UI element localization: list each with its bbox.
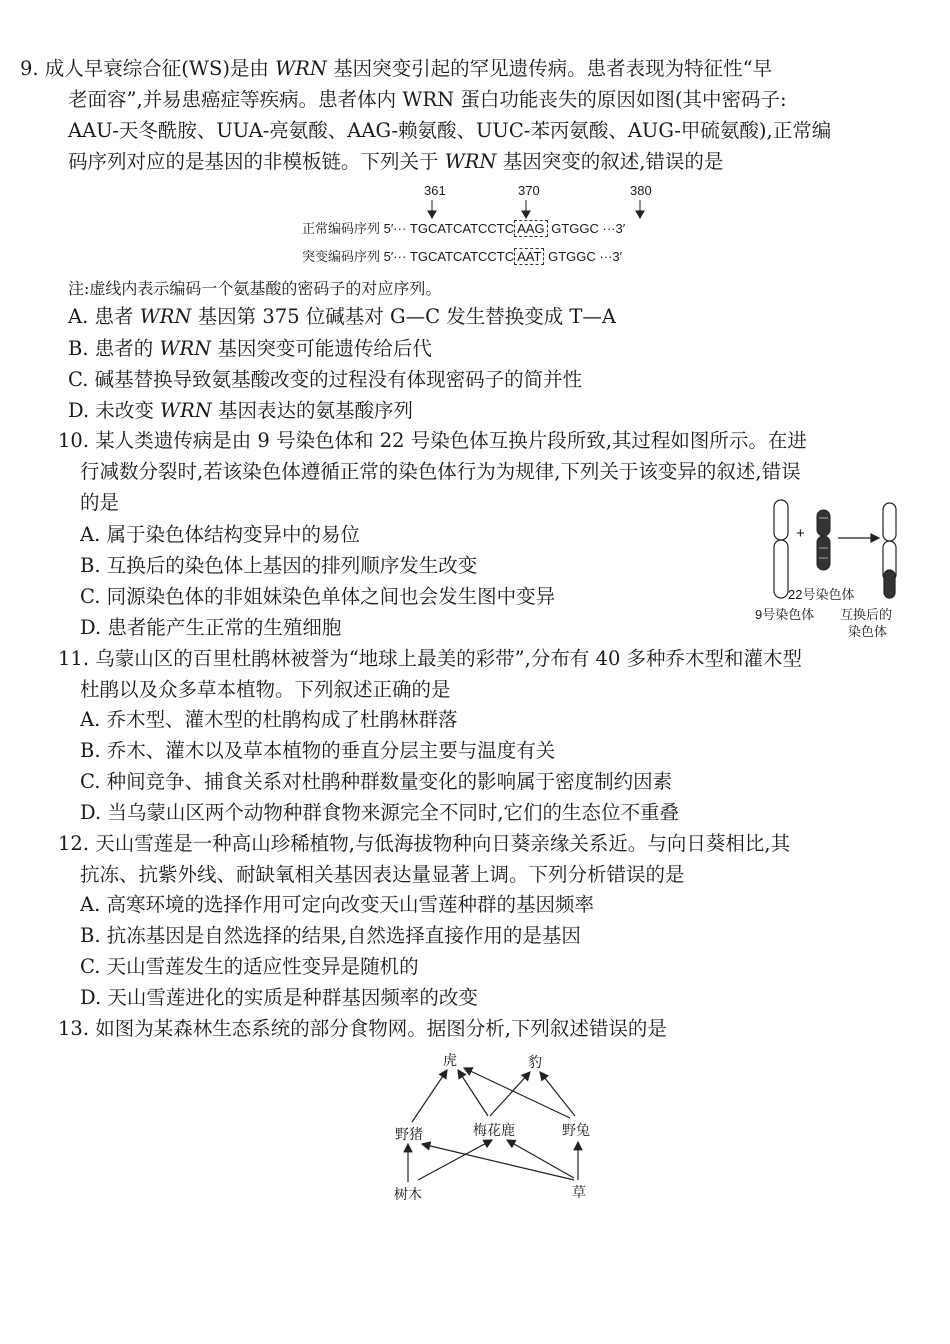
q10-stem-line2: 行减数分裂时,若该染色体遵循正常的染色体行为为规律,下列关于该变异的叙述,错误: [80, 460, 801, 483]
pos-370-label: 370: [518, 183, 540, 198]
q11-stem-line1: 11. 乌蒙山区的百里杜鹃林被誉为“地球上最美的彩带”,分布有 40 多种乔木型和灌木型: [58, 647, 803, 670]
mutant-codon-box: AAT: [514, 248, 544, 265]
q10-stem-line3: 的是: [80, 491, 120, 514]
after-exchange-label-1: 互换后的: [840, 607, 893, 622]
q10-option-a[interactable]: A. 属于染色体结构变异中的易位: [80, 523, 360, 546]
chr22-label: 22号染色体: [788, 587, 855, 602]
q12-stem-line1: 12. 天山雪莲是一种高山珍稀植物,与低海拔物种向日葵亲缘关系近。与向日葵相比,其: [58, 832, 791, 855]
q9-option-b[interactable]: B. 患者的 WRN 基因突变可能遗传给后代: [68, 337, 432, 360]
q11-stem-line2: 杜鹃以及众多草本植物。下列叙述正确的是: [80, 678, 451, 701]
grass-node: 草: [572, 1184, 586, 1200]
pos-380-label: 380: [630, 183, 652, 198]
chr9-label: 9号染色体: [755, 607, 815, 622]
plus-sign: +: [796, 525, 805, 542]
pos-361-label: 361: [424, 183, 446, 198]
q9-option-a[interactable]: A. 患者 WRN 基因第 375 位碱基对 G—C 发生替换变成 T—A: [68, 305, 616, 328]
q12-option-d[interactable]: D. 天山雪莲进化的实质是种群基因频率的改变: [80, 986, 478, 1009]
q11-option-a[interactable]: A. 乔木型、灌木型的杜鹃构成了杜鹃林群落: [80, 708, 458, 731]
q11-option-d[interactable]: D. 当乌蒙山区两个动物种群食物来源完全不同时,它们的生态位不重叠: [80, 801, 680, 824]
normal-codon-box: AAG: [514, 220, 547, 237]
tiger-node: 虎: [443, 1052, 457, 1068]
q12-option-c[interactable]: C. 天山雪莲发生的适应性变异是随机的: [80, 955, 419, 978]
q9-stem-line4: 码序列对应的是基因的非模板链。下列关于 WRN 基因突变的叙述,错误的是: [68, 150, 724, 173]
q12-stem-line2: 抗冻、抗紫外线、耐缺氧相关基因表达量显著上调。下列分析错误的是: [80, 863, 685, 886]
q10-option-b[interactable]: B. 互换后的染色体上基因的排列顺序发生改变: [80, 554, 478, 577]
q9-stem-line3: AAU-天冬酰胺、UUA-亮氨酸、AAG-赖氨酸、UUC-苯丙氨酸、AUG-甲硫氨酸),正常编: [68, 119, 832, 142]
q11-option-c[interactable]: C. 种间竞争、捕食关系对杜鹃种群数量变化的影响属于密度制约因素: [80, 770, 673, 793]
q12-option-a[interactable]: A. 高寒环境的选择作用可定向改变天山雪莲种群的基因频率: [80, 893, 594, 916]
q13-stem-line1: 13. 如图为某森林生态系统的部分食物网。据图分析,下列叙述错误的是: [58, 1017, 667, 1040]
deer-node: 梅花鹿: [473, 1122, 515, 1138]
q9-stem-line1: 9. 成人早衰综合征(WS)是由 WRN 基因突变引起的罕见遗传病。患者表现为特征性“早: [20, 57, 773, 80]
q12-option-b[interactable]: B. 抗冻基因是自然选择的结果,自然选择直接作用的是基因: [80, 924, 581, 947]
q9-option-d[interactable]: D. 未改变 WRN 基因表达的氨基酸序列: [68, 399, 414, 422]
q10-option-c[interactable]: C. 同源染色体的非姐妹染色单体之间也会发生图中变异: [80, 585, 556, 608]
tree-node: 树木: [394, 1186, 422, 1202]
boar-node: 野猪: [395, 1126, 423, 1142]
q9-stem-line2: 老面容”,并易患癌症等疾病。患者体内 WRN 蛋白功能丧失的原因如图(其中密码子:: [68, 88, 787, 111]
q10-option-d[interactable]: D. 患者能产生正常的生殖细胞: [80, 616, 342, 639]
q11-option-b[interactable]: B. 乔木、灌木以及草本植物的垂直分层主要与温度有关: [80, 739, 556, 762]
leopard-node: 豹: [528, 1054, 542, 1070]
normal-sequence-row: 正常编码序列 5′··· TGCATCATCCTC AAG GTGGC ···3′: [302, 221, 626, 236]
after-exchange-label-2: 染色体: [848, 624, 888, 639]
q9-option-c[interactable]: C. 碱基替换导致氨基酸改变的过程没有体现密码子的简并性: [68, 368, 583, 391]
q10-stem-line1: 10. 某人类遗传病是由 9 号染色体和 22 号染色体互换片段所致,其过程如图所示。在进: [58, 429, 807, 452]
q9-note: 注:虚线内表示编码一个氨基酸的密码子的对应序列。: [68, 279, 442, 298]
mutant-sequence-row: 突变编码序列 5′··· TGCATCATCCTC AAT GTGGC ···3′: [302, 249, 623, 264]
rabbit-node: 野兔: [562, 1122, 590, 1138]
